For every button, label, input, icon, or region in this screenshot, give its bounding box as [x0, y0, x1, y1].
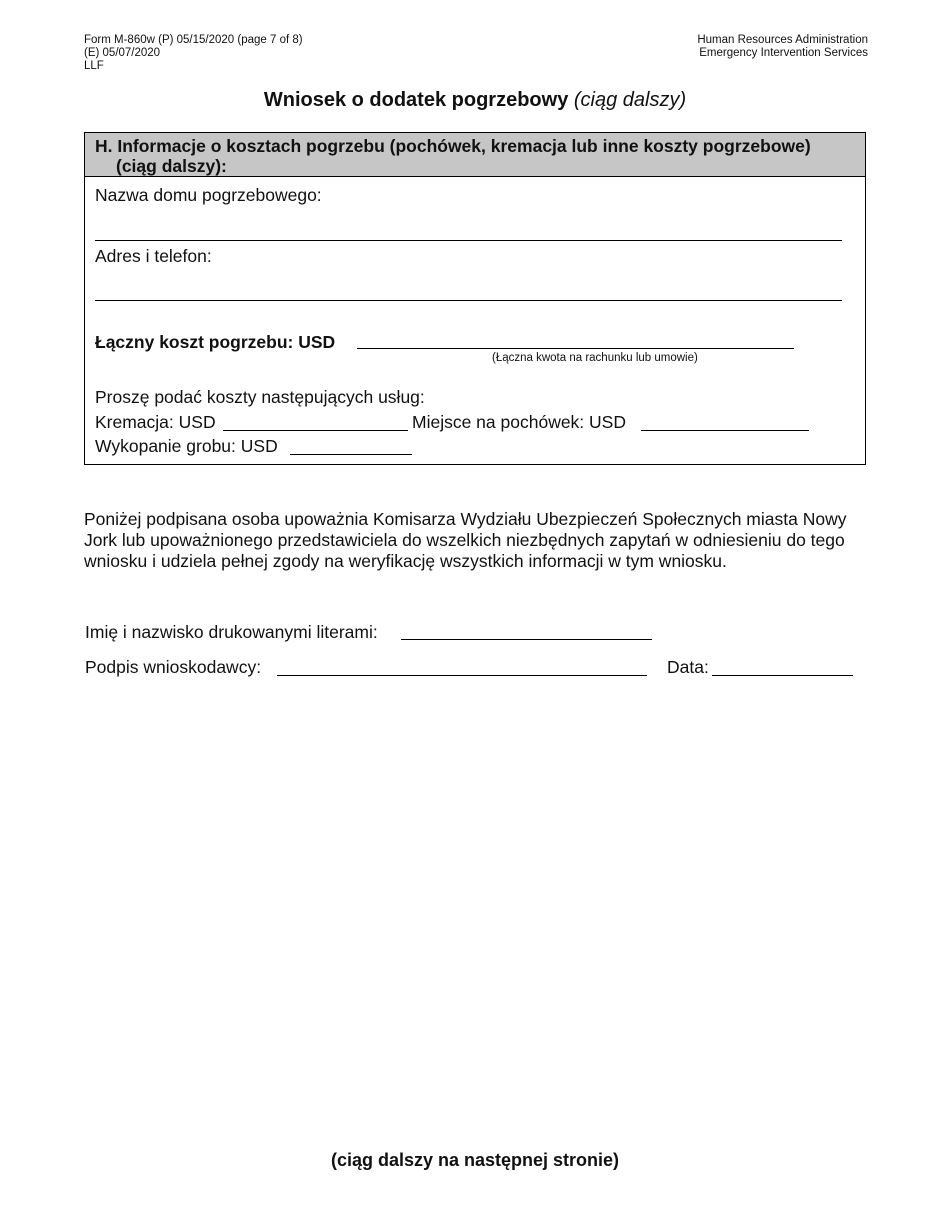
date-label: Data:: [667, 657, 709, 677]
title-main: Wniosek o dodatek pogrzebowy: [263, 89, 569, 111]
services-prompt: Proszę podać koszty następujących usług:: [95, 387, 425, 407]
agency-name: Human Resources Administration: [697, 34, 868, 46]
section-h-box: [84, 132, 866, 465]
signature-field[interactable]: [277, 675, 647, 676]
date-field[interactable]: [712, 675, 853, 676]
form-id: Form M-860w (P) 05/15/2020 (page 7 of 8): [84, 34, 303, 46]
address-label: Adres i telefon:: [95, 246, 212, 266]
cremation-label: Kremacja: USD: [95, 412, 216, 432]
burial-plot-cost-field[interactable]: [641, 430, 809, 431]
total-cost-label: Łączny koszt pogrzebu: USD: [95, 332, 336, 352]
page-title: [0, 89, 950, 112]
form-header-right: [697, 34, 868, 60]
continued-footer: (ciąg dalszy na następnej stronie): [330, 1150, 620, 1170]
total-cost-note: (Łączna kwota na rachunku lub umowie): [492, 352, 698, 364]
cremation-cost-field[interactable]: [223, 430, 408, 431]
department-name: Emergency Intervention Services: [699, 47, 868, 59]
funeral-home-field[interactable]: [95, 240, 842, 241]
printed-name-label: Imię i nazwisko drukowanymi literami:: [85, 622, 378, 642]
form-code: LLF: [84, 60, 104, 72]
authorization-paragraph: Poniżej podpisana osoba upoważnia Komisarza Wydziału Ubezpieczeń Społecznych miasta Nowy Jork lub upoważnionego przedstawiciela do wszelkich niezbędnych zapytań w odniesieniu do tego wniosku i udziela pełnej zgody na weryfikację wszystkich informacji w tym wniosku.: [84, 509, 847, 571]
signature-label: Podpis wnioskodawcy:: [85, 657, 262, 677]
printed-name-field[interactable]: [401, 639, 652, 640]
grave-digging-cost-field[interactable]: [290, 454, 412, 455]
grave-digging-label: Wykopanie grobu: USD: [95, 436, 278, 456]
section-h-heading-line2: (ciąg dalszy):: [116, 156, 227, 176]
title-continued: (ciąg dalszy): [573, 89, 687, 111]
total-cost-field[interactable]: [357, 348, 794, 349]
form-header-left: [84, 34, 303, 73]
section-h-heading: [85, 133, 865, 177]
form-edition: (E) 05/07/2020: [84, 47, 161, 59]
funeral-home-label: Nazwa domu pogrzebowego:: [95, 185, 322, 205]
address-field[interactable]: [95, 300, 842, 301]
section-h-heading-line1: H. Informacje o kosztach pogrzebu (pochówek, kremacja lub inne koszty pogrzebowe): [95, 136, 811, 156]
burial-plot-label: Miejsce na pochówek: USD: [412, 412, 626, 432]
